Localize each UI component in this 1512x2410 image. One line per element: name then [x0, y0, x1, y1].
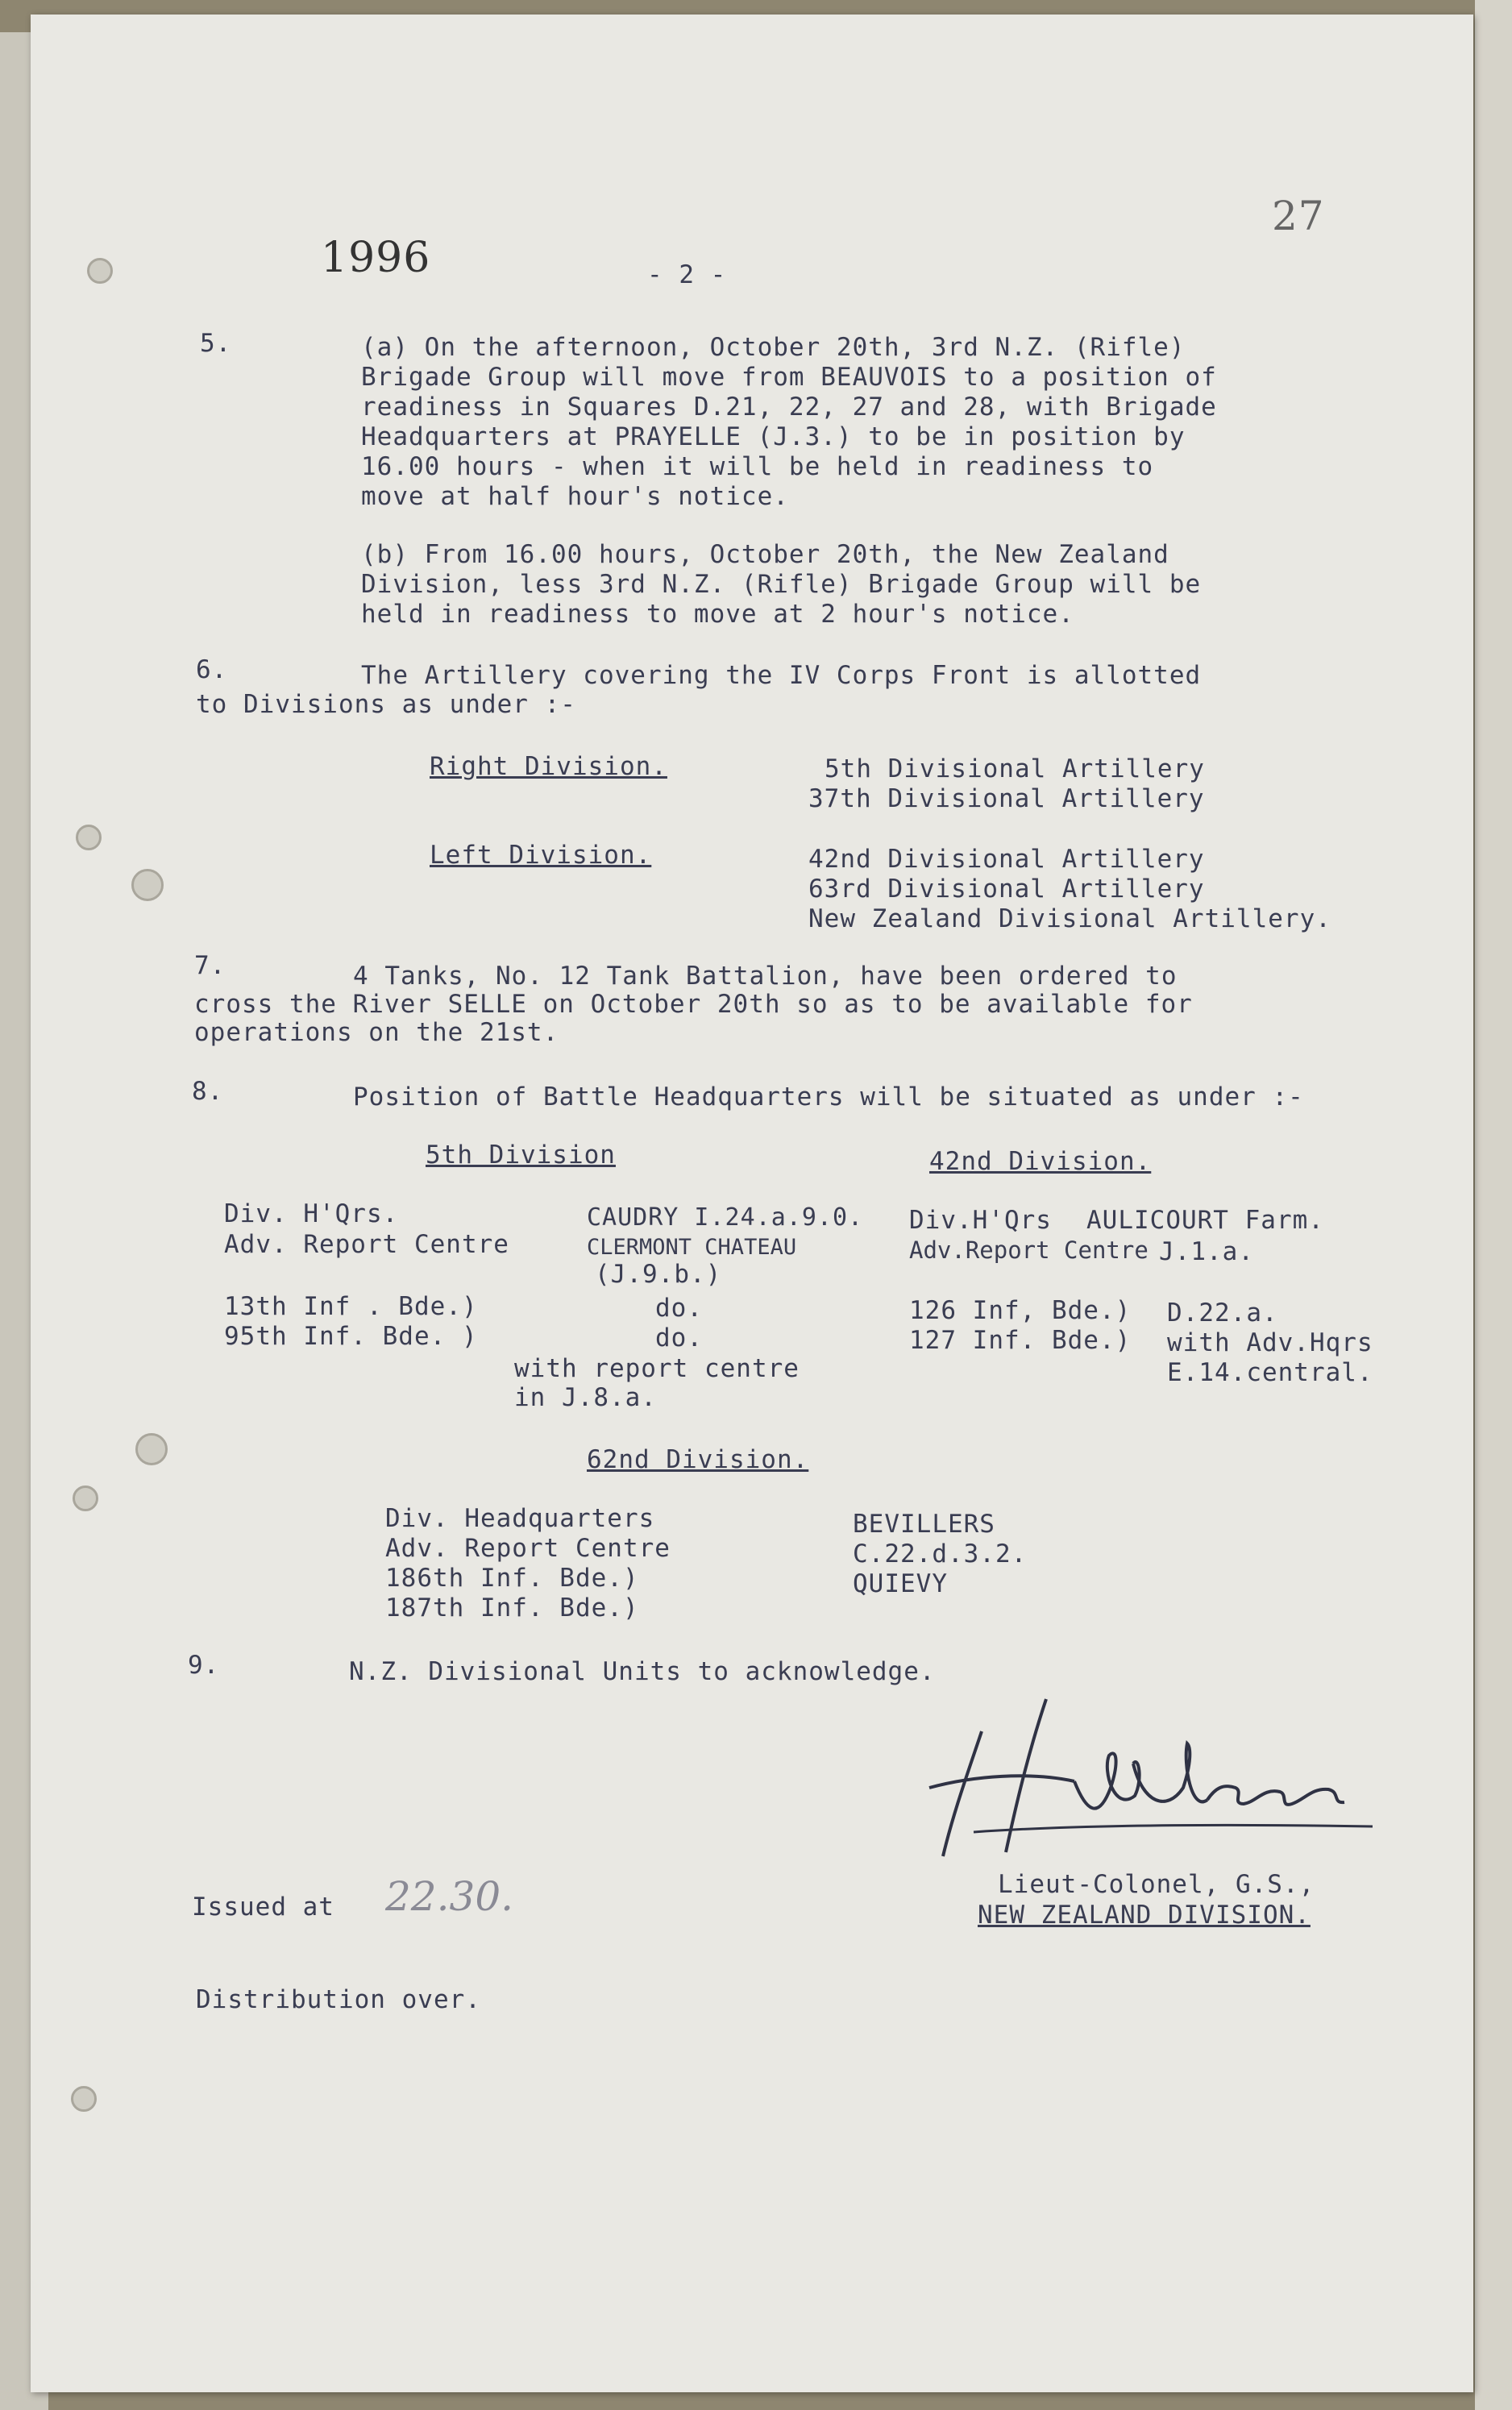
hq-value: CAUDRY I.24.a.9.0.: [587, 1203, 864, 1232]
right-division-label: Right Division.: [430, 752, 667, 781]
hq-label: Div. H'Qrs.: [224, 1199, 399, 1228]
punch-hole: [71, 2086, 97, 2112]
hq-value: J.1.a.: [1159, 1237, 1254, 1266]
paragraph-number: 5.: [200, 329, 232, 358]
hq-value: do.: [655, 1294, 703, 1323]
paragraph-8-line: Position of Battle Headquarters will be situated as under :-: [353, 1082, 1304, 1112]
hq-value: E.14.central.: [1167, 1358, 1373, 1387]
hq-value: CLERMONT CHATEAU: [587, 1235, 797, 1260]
division-42-title: 42nd Division.: [929, 1147, 1152, 1176]
report-centre-note: with report centre: [514, 1354, 800, 1383]
distribution-note: Distribution over.: [196, 1985, 481, 2014]
division-5-title: 5th Division: [426, 1141, 616, 1170]
punch-hole: [131, 869, 164, 901]
paragraph-number: 6.: [196, 655, 228, 684]
paragraph-5a-line: readiness in Squares D.21, 22, 27 and 28, with Brigade: [361, 393, 1217, 422]
punch-hole: [73, 1485, 98, 1511]
signatory-rank: Lieut-Colonel, G.S.,: [998, 1870, 1315, 1899]
paragraph-5a-line: 16.00 hours - when it will be held in readiness to: [361, 452, 1154, 481]
hq-label: 13th Inf . Bde.): [224, 1292, 478, 1321]
hq-value: D.22.a.: [1167, 1298, 1278, 1328]
paragraph-7-line: cross the River SELLE on October 20th so as to be available for: [194, 990, 1193, 1019]
hq-label: Adv. Report Centre: [385, 1534, 671, 1563]
hq-label: 186th Inf. Bde.): [385, 1564, 639, 1593]
artillery-unit: 63rd Divisional Artillery: [808, 875, 1205, 904]
signature-mark: [925, 1691, 1377, 1876]
punch-hole: [135, 1433, 168, 1465]
paragraph-6-line: to Divisions as under :-: [196, 690, 576, 719]
hq-value: AULICOURT Farm.: [1086, 1206, 1324, 1235]
hq-label: Div.H'Qrs: [909, 1206, 1052, 1235]
hq-label: 187th Inf. Bde.): [385, 1594, 639, 1623]
document-page: [31, 15, 1473, 2392]
report-centre-note: in J.8.a.: [514, 1383, 657, 1412]
hq-label: 95th Inf. Bde. ): [224, 1322, 478, 1351]
paragraph-number: 7.: [194, 951, 226, 980]
underlying-sheet: [1475, 0, 1512, 2410]
paragraph-5b-line: (b) From 16.00 hours, October 20th, the New Zealand: [361, 540, 1169, 569]
hq-label: Adv. Report Centre: [224, 1230, 509, 1259]
hq-value: (J.9.b.): [595, 1260, 722, 1289]
paragraph-number: 8.: [192, 1077, 224, 1106]
punch-hole: [87, 258, 113, 284]
hq-value: with Adv.Hqrs: [1167, 1328, 1373, 1357]
hq-value: do.: [655, 1323, 703, 1353]
issued-time: 22.30.: [385, 1873, 514, 1920]
left-division-label: Left Division.: [430, 841, 652, 870]
paragraph-number: 9.: [188, 1651, 220, 1680]
signatory-unit: NEW ZEALAND DIVISION.: [978, 1901, 1311, 1930]
hq-value: QUIEVY: [853, 1569, 948, 1598]
folio-number: 27: [1272, 193, 1325, 239]
paragraph-5b-line: Division, less 3rd N.Z. (Rifle) Brigade Group will be: [361, 570, 1202, 599]
hq-value: BEVILLERS: [853, 1510, 995, 1539]
division-62-title: 62nd Division.: [587, 1445, 809, 1474]
hq-label: Adv.Report Centre: [909, 1236, 1149, 1264]
page-marker: - 2 -: [647, 260, 727, 289]
paragraph-5a-line: Brigade Group will move from BEAUVOIS to a position of: [361, 363, 1217, 392]
paragraph-5a-line: (a) On the afternoon, October 20th, 3rd N.Z. (Rifle): [361, 333, 1186, 362]
hq-label: 126 Inf, Bde.): [909, 1296, 1132, 1325]
paragraph-7-line: 4 Tanks, No. 12 Tank Battalion, have been ordered to: [353, 962, 1178, 991]
artillery-unit: New Zealand Divisional Artillery.: [808, 904, 1331, 933]
file-number: 1996: [321, 234, 431, 282]
paragraph-7-line: operations on the 21st.: [194, 1018, 559, 1047]
artillery-unit: 5th Divisional Artillery: [825, 754, 1205, 783]
hq-value: C.22.d.3.2.: [853, 1539, 1028, 1569]
artillery-unit: 37th Divisional Artillery: [808, 784, 1205, 813]
paragraph-5a-line: move at half hour's notice.: [361, 482, 789, 511]
artillery-unit: 42nd Divisional Artillery: [808, 845, 1205, 874]
paragraph-5a-line: Headquarters at PRAYELLE (J.3.) to be in position by: [361, 422, 1186, 451]
issued-label: Issued at: [192, 1893, 334, 1922]
punch-hole: [76, 825, 102, 850]
paragraph-6-line: The Artillery covering the IV Corps Front is allotted: [361, 661, 1202, 690]
hq-label: 127 Inf. Bde.): [909, 1326, 1132, 1355]
paragraph-9-line: N.Z. Divisional Units to acknowledge.: [349, 1657, 936, 1686]
paragraph-5b-line: held in readiness to move at 2 hour's notice.: [361, 600, 1074, 629]
hq-label: Div. Headquarters: [385, 1504, 655, 1533]
